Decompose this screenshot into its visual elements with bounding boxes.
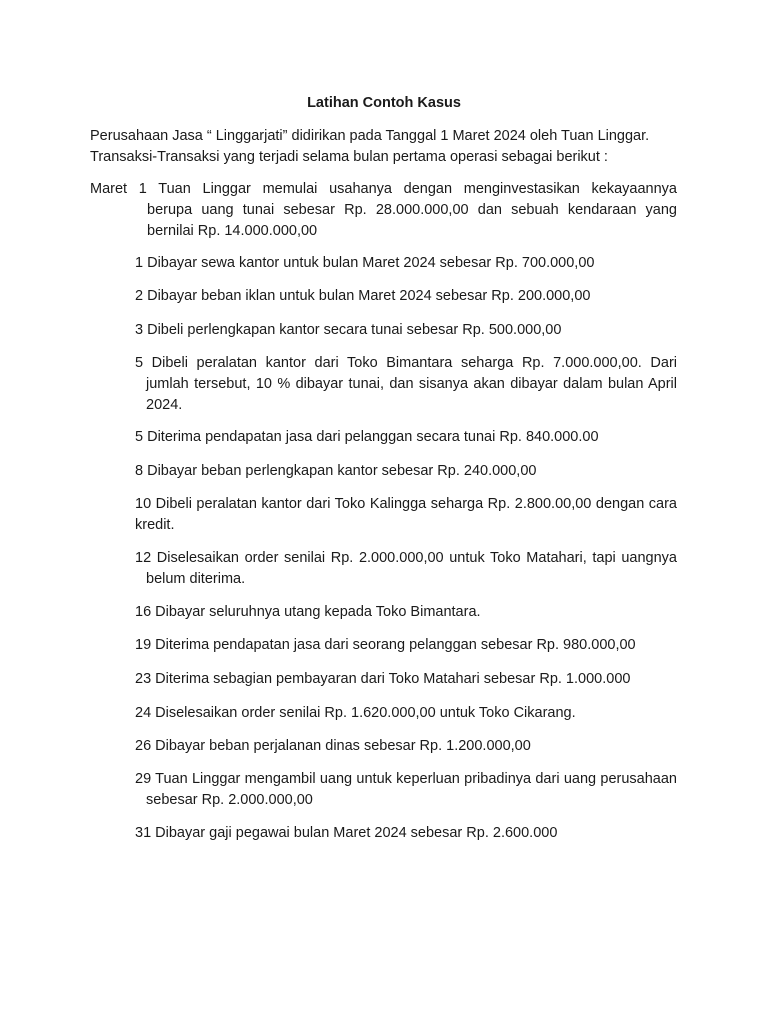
intro-paragraph [90,126,680,168]
transaction-entry: 8 Dibayar beban perlengkapan kantor sebesar Rp. 240.000,00 [135,463,537,479]
transaction-entry: 24 Diselesaikan order senilai Rp. 1.620.000,00 untuk Toko Cikarang. [135,705,576,721]
intro-line: Transaksi-Transaksi yang terjadi selama bulan pertama operasi sebagai berikut : [90,149,608,165]
transaction-entry-maret-1 [90,179,677,242]
transaction-entry: 5 Diterima pendapatan jasa dari pelanggan secara tunai Rp. 840.000.00 [135,429,599,445]
transaction-entry: 3 Dibeli perlengkapan kantor secara tunai sebesar Rp. 500.000,00 [135,322,562,338]
transaction-entry-continuation: berupa uang tunai sebesar Rp. 28.000.000,00 dan sebuah kendaraan yang bernilai Rp. 14.000.000,00 [147,202,677,239]
transaction-entry: 16 Dibayar seluruhnya utang kepada Toko Bimantara. [135,604,481,620]
transaction-entry: 31 Dibayar gaji pegawai bulan Maret 2024 sebesar Rp. 2.600.000 [135,825,558,841]
intro-line: Perusahaan Jasa “ Linggarjati” didirikan pada Tanggal 1 Maret 2024 oleh Tuan Linggar. [90,128,650,144]
transaction-entry: 2 Dibayar beban iklan untuk bulan Maret 2024 sebesar Rp. 200.000,00 [135,288,591,304]
document-title: Latihan Contoh Kasus [307,95,461,111]
transaction-entry: 26 Dibayar beban perjalanan dinas sebesar Rp. 1.200.000,00 [135,738,531,754]
transaction-entry: 5 Dibeli peralatan kantor dari Toko Bimantara seharga Rp. 7.000.000,00. Dari jumlah tersebut, 10 % dibayar tunai, dan sisanya akan dibayar dalam bulan April 2024. [135,355,677,413]
transaction-entry: 12 Diselesaikan order senilai Rp. 2.000.000,00 untuk Toko Matahari, tapi uangnya belum diterima. [135,550,677,587]
transaction-entry: 23 Diterima sebagian pembayaran dari Toko Matahari sebesar Rp. 1.000.000 [135,671,631,687]
transaction-entry: 19 Diterima pendapatan jasa dari seorang pelanggan sebesar Rp. 980.000,00 [135,637,636,653]
transaction-entry: 29 Tuan Linggar mengambil uang untuk keperluan pribadinya dari uang perusahaan sebesar Rp. 2.000.000,00 [135,771,677,808]
transaction-entry: 10 Dibeli peralatan kantor dari Toko Kalingga seharga Rp. 2.800.00,00 dengan cara kredit. [135,496,677,533]
transaction-entry: 1 Dibayar sewa kantor untuk bulan Maret 2024 sebesar Rp. 700.000,00 [135,255,595,271]
transaction-entry-first-line: Maret 1 Tuan Linggar memulai usahanya dengan menginvestasikan kekayaannya [90,181,677,197]
